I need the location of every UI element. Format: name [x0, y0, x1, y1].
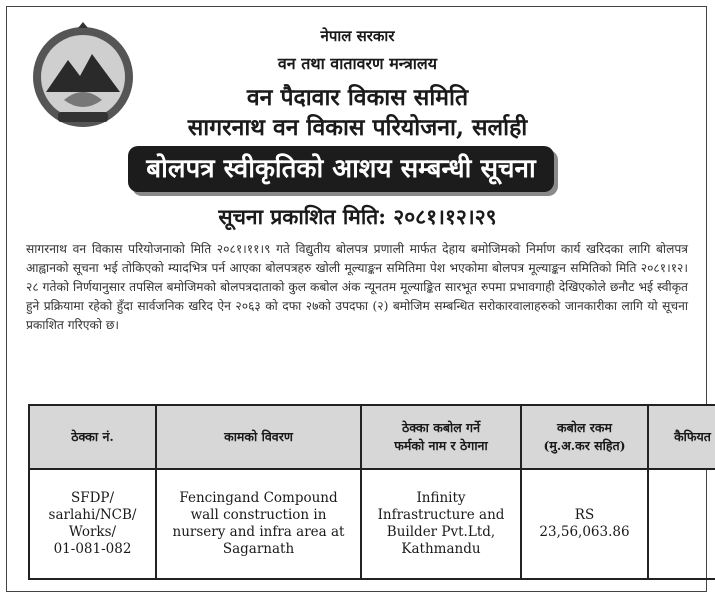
cell-line: Kathmandu: [401, 541, 481, 557]
header-amount: [521, 405, 648, 469]
cell-remarks: [648, 469, 715, 579]
header-amount-line2: (मु.अ.कर सहित): [543, 438, 626, 453]
contract-table: [28, 404, 715, 580]
cell-work-description: [156, 469, 361, 579]
cell-line: Infinity: [416, 490, 466, 506]
cell-line: nursery and infra area at: [172, 524, 345, 540]
cell-bidder: [361, 469, 521, 579]
committee-heading: वन पैदावार विकास समिति: [246, 84, 469, 111]
project-heading: सागरनाथ वन विकास परियोजना, सर्लाही: [187, 114, 528, 141]
header-amount-line1: कबोल रकम: [557, 420, 612, 435]
cell-contract-no: [29, 469, 156, 579]
header-work-description: कामको विवरण: [156, 405, 361, 469]
notice-title-banner: बोलपत्र स्वीकृतिको आशय सम्बन्धी सूचना: [128, 146, 554, 192]
cell-line: SFDP/: [70, 490, 115, 506]
published-date: सूचना प्रकाशित मिति: २०८१।१२।२९: [218, 204, 497, 229]
header-remarks: कैफियत: [648, 405, 715, 469]
header-contract-no: ठेक्का नं.: [29, 405, 156, 469]
cell-line: Fencingand Compound: [179, 490, 338, 506]
government-heading: नेपाल सरकार: [320, 27, 395, 45]
cell-line: Works/: [68, 524, 117, 540]
cell-line: wall construction in: [190, 507, 327, 523]
notice-body: सागरनाथ वन विकास परियोजनाको मिति २०८१।११।९ गते विद्युतीय बोलपत्र प्रणाली मार्फत देहाय बमोजिमको निर्माण कार्य खरिदका लागि बोलपत्र आह्वानको सूचना भई तोकिएको म्यादभित्र पर्न आएका बोलपत्रहरु खोली मूल्याङ्कन समितिमा पेश भएकोमा बोलपत्र मूल्याङ्कन समितिको मिति २०८१।१२।२८ गतेको निर्णयानुसार तपसिल बमोजिमको बोलपत्रदाताको कुल कबोल अंक न्यूनतम मूल्याङ्कित सारभूत रुपमा प्रभावगाही देखिएकोले छनौट भई स्वीकृत हुने प्रक्रियामा रहेको हुँदा सार्वजनिक खरिद ऐन २०६३ को दफा २७को उपदफा (२) बमोजिम सम्बन्धित सरोकारवालाहरुको जानकारीका लागि यो सूचना प्रकाशित गरिएको छ।: [26, 242, 688, 332]
header-bidder: [361, 405, 521, 469]
cell-amount: [521, 469, 648, 579]
cell-line: Infrastructure and: [377, 507, 505, 523]
cell-line: 23,56,063.86: [539, 524, 630, 540]
table-row: [29, 469, 715, 579]
cell-line: 01-081-082: [53, 541, 132, 557]
cell-line: Sagarnath: [222, 541, 295, 557]
ministry-heading: वन तथा वातावरण मन्त्रालय: [277, 54, 438, 73]
header-bidder-line2: फर्मको नाम र ठेगाना: [394, 438, 488, 453]
cell-line: RS: [574, 507, 595, 523]
cell-line: sarlahi/NCB/: [48, 507, 137, 523]
table-header-row: [29, 405, 715, 469]
cell-line: Builder Pvt.Ltd,: [386, 524, 496, 540]
header-bidder-line1: ठेक्का कबोल गर्ने: [401, 420, 481, 435]
